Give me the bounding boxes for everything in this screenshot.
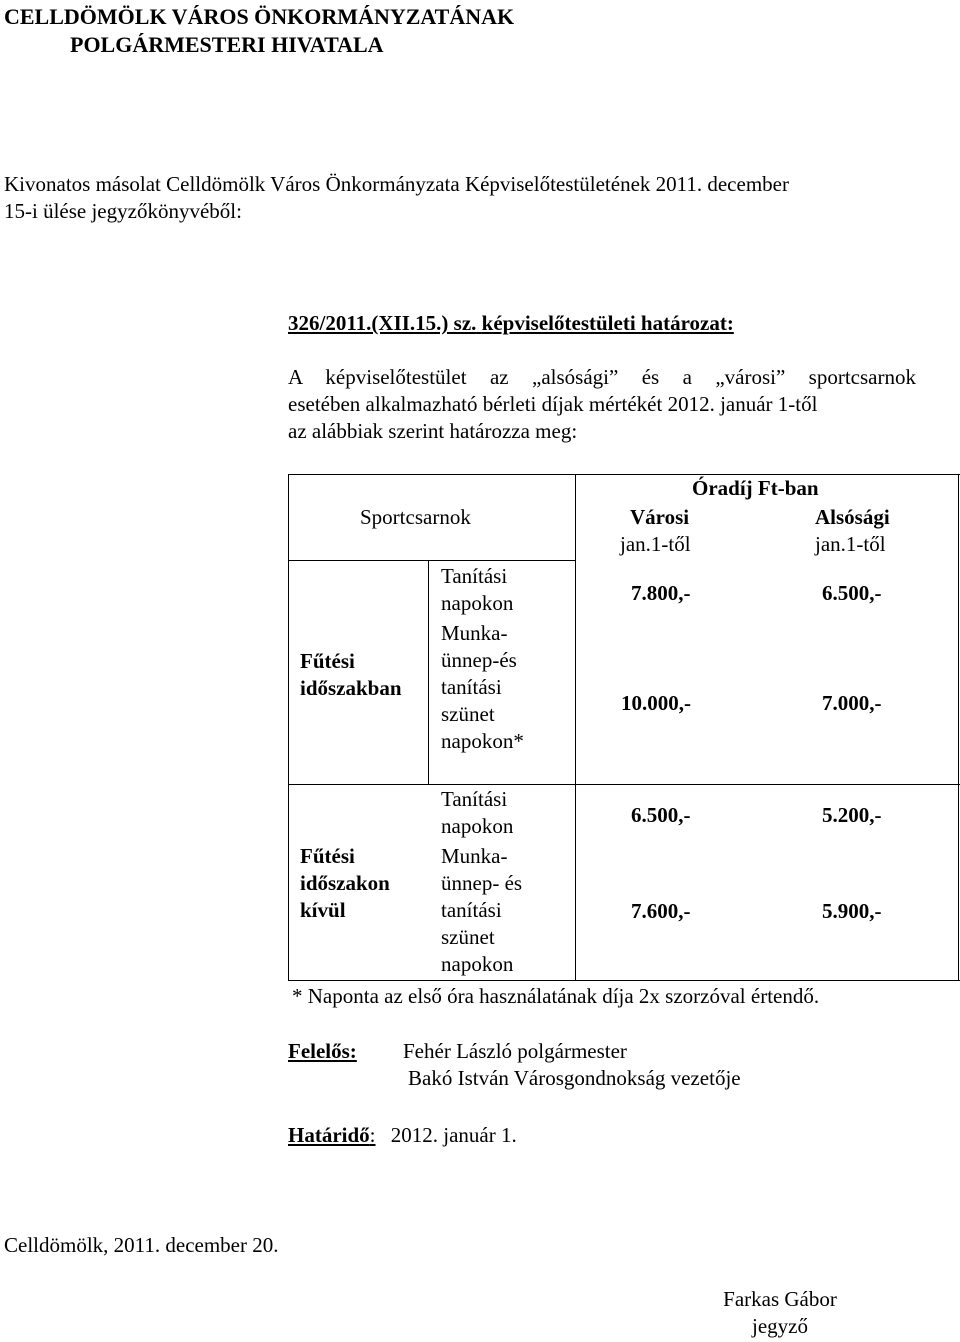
responsible-person1: Fehér László polgármester [403,1039,627,1063]
group1-row2-label-line3: tanítási [441,675,502,699]
resolution-body-line2: esetében alkalmazható bérleti díjak mértékét 2012. január 1-től [288,392,818,416]
group2-label-line2: időszakon [300,871,390,895]
signature-title: jegyző [752,1314,808,1338]
group1-label-line2: időszakban [300,676,402,700]
deadline-colon: : [369,1123,376,1147]
group2-row1-alsosagi: 5.200,- [822,803,882,827]
table-footnote: * Naponta az első óra használatának díja 2x szorzóval értendő. [292,984,820,1008]
group2-row2-label-line4: szünet [441,925,495,949]
group2-label-line1: Fűtési [300,844,355,868]
group1-row2-label-line1: Munka- [441,621,508,645]
deadline [288,1122,517,1149]
group2-row1-varosi: 6.500,- [631,803,691,827]
table-border-right [958,474,959,981]
intro-line1: Kivonatos másolat Celldömölk Város Önkormányzata Képviselőtestületének 2011. december [4,172,789,196]
group1-row2-alsosagi: 7.000,- [822,691,882,715]
header-oradij: Óradíj Ft-ban [692,476,819,500]
group1-label-line1: Fűtési [300,649,355,673]
group1-row2-label-line4: szünet [441,702,495,726]
group1-row1-alsosagi: 6.500,- [822,581,882,605]
group2-label-line3: kívül [300,898,346,922]
group1-row1-varosi: 7.800,- [631,581,691,605]
resolution-body-line3: az alábbiak szerint határozza meg: [288,419,578,443]
header-varosi: Városi [630,505,690,529]
deadline-value: 2012. január 1. [390,1123,517,1147]
resolution-title: képviselőtestületi határozat: [481,311,734,335]
group1-row1-label-line2: napokon [441,591,514,615]
group2-row2-label-line3: tanítási [441,898,502,922]
header-from-alsosagi: jan.1-től [815,532,886,556]
responsible-label: Felelős: [288,1039,357,1063]
group1-row2-varosi: 10.000,- [621,691,691,715]
resolution-number: 326/2011.(XII.15.) sz. [288,311,477,335]
table-border-inner-v2 [575,474,576,981]
group2-row2-varosi: 7.600,- [631,899,691,923]
resolution-heading [288,310,734,337]
group2-row2-label-line5: napokon [441,952,514,976]
group1-row2-label-line2: ünnep-és [441,648,517,672]
group1-row1-label-line1: Tanítási [441,564,508,588]
table-border-inner-v1 [428,560,429,785]
table-border-left [288,474,289,981]
table-border-header-bottom [288,560,576,561]
office-name-line2: POLGÁRMESTERI HIVATALA [70,32,384,57]
group2-row2-label-line1: Munka- [441,844,508,868]
group2-row1-label-line1: Tanítási [441,787,508,811]
group2-row1-label-line2: napokon [441,814,514,838]
group1-row2-label-line5: napokon* [441,729,524,753]
header-from-varosi: jan.1-től [620,532,691,556]
intro-line2: 15-i ülése jegyzőkönyvéből: [4,199,242,223]
responsible-person2: Bakó István Városgondnokság vezetője [408,1066,741,1090]
group2-row2-label-line2: ünnep- és [441,871,523,895]
header-sportcsarnok: Sportcsarnok [360,505,471,529]
resolution-body-line1: A képviselőtestület az „alsósági” és a „városi” sportcsarnok [288,365,916,389]
table-border-top [288,474,960,475]
group2-row2-alsosagi: 5.900,- [822,899,882,923]
office-name-line1: CELLDÖMÖLK VÁROS ÖNKORMÁNYZATÁNAK [4,4,515,29]
table-border-group-divider [288,784,960,785]
place-date: Celldömölk, 2011. december 20. [4,1233,279,1257]
table-border-bottom [288,980,960,981]
signature-name: Farkas Gábor [723,1287,837,1311]
deadline-label: Határidő [288,1123,370,1147]
header-alsosagi: Alsósági [815,505,890,529]
